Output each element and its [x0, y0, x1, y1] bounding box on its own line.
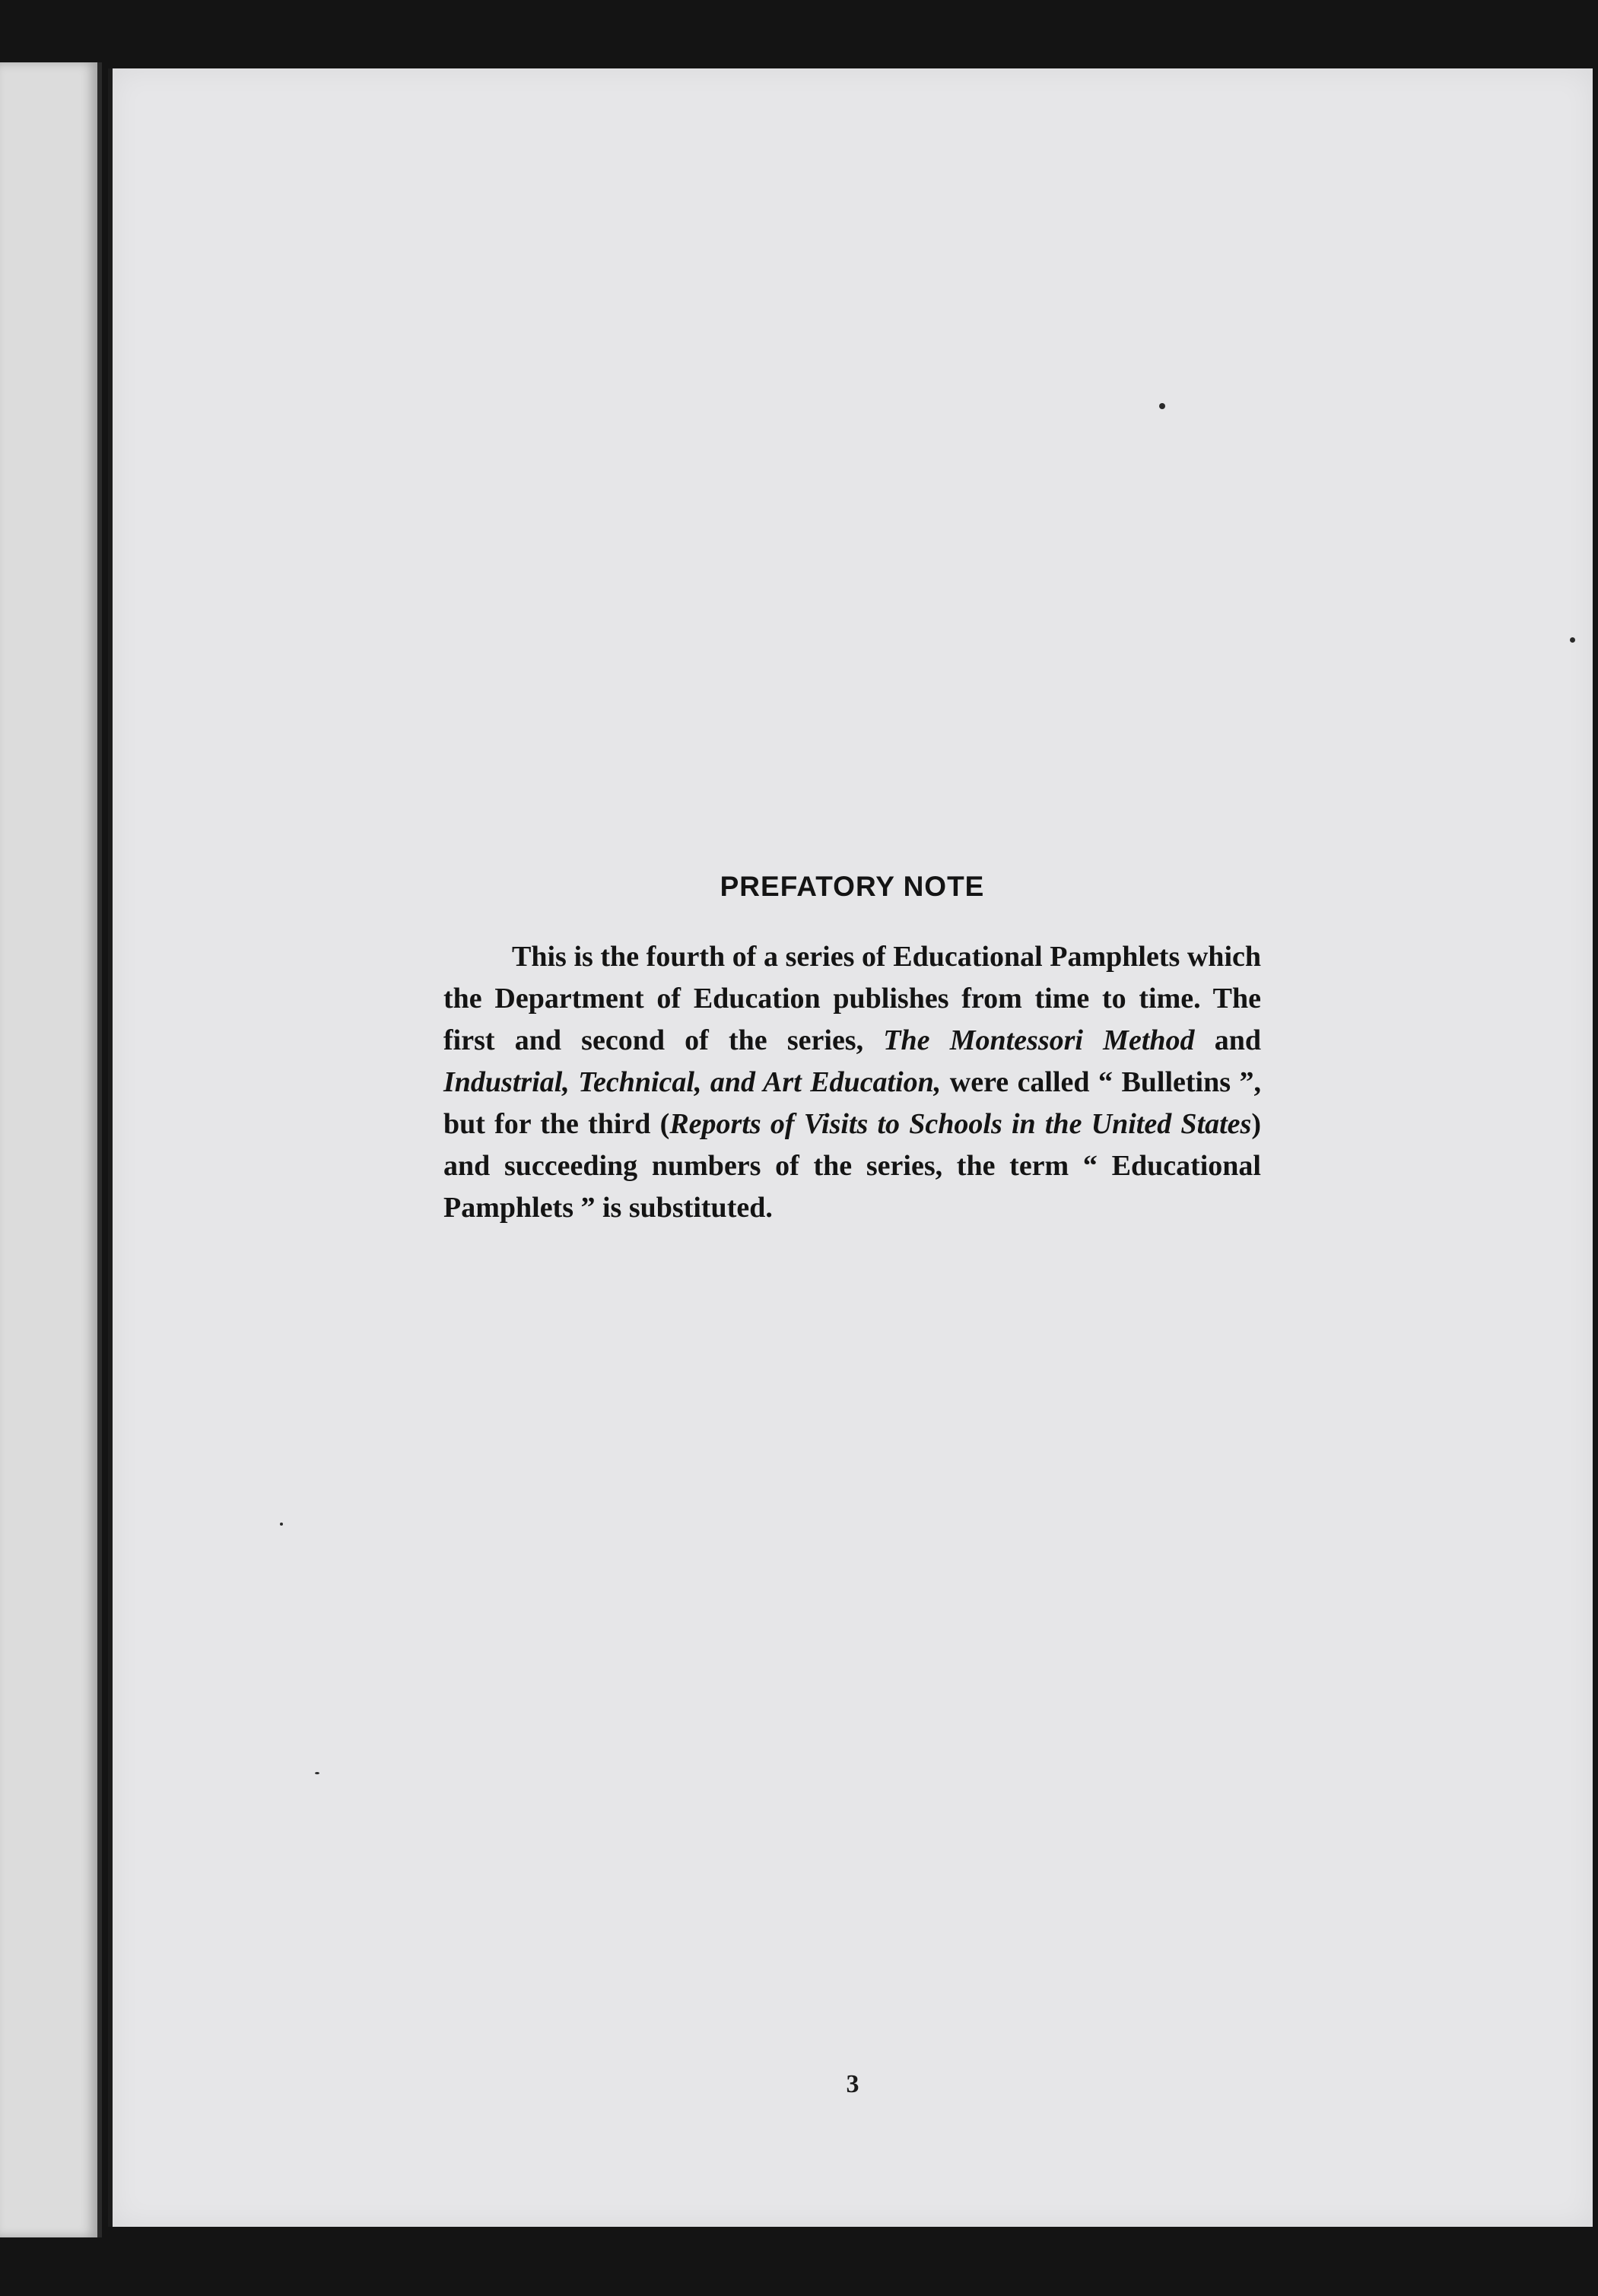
paragraph-text-4: ) and succeeding numbers of the series, the term “ Educational Pamphlets ” is substituted.	[443, 1108, 1261, 1224]
page-title: PREFATORY NOTE	[720, 871, 985, 902]
paragraph-text-2: and	[1194, 1024, 1261, 1056]
paragraph-text-3: were called “ Bulletins ”, but for the third (	[443, 1066, 1261, 1140]
document-page	[108, 68, 1593, 2227]
scan-speck	[315, 1772, 319, 1774]
italic-title-reports: Reports of Visits to Schools in the United States	[669, 1108, 1252, 1140]
italic-title-industrial: Industrial, Technical, and Art Education,	[443, 1066, 942, 1098]
prefatory-paragraph	[443, 936, 1261, 1229]
scan-speck	[1159, 403, 1165, 409]
facing-page-edge	[0, 62, 102, 2237]
scan-speck	[280, 1523, 283, 1526]
prefatory-note	[443, 871, 1261, 1229]
paragraph-text-1: This is the fourth of a series of Educational Pamphlets which the Department of Education publishes from time to time. The first and second of the series,	[443, 941, 1261, 1056]
italic-title-montessori: The Montessori Method	[883, 1024, 1195, 1056]
scan-speck	[1570, 637, 1575, 643]
page-number: 3	[846, 2070, 859, 2098]
